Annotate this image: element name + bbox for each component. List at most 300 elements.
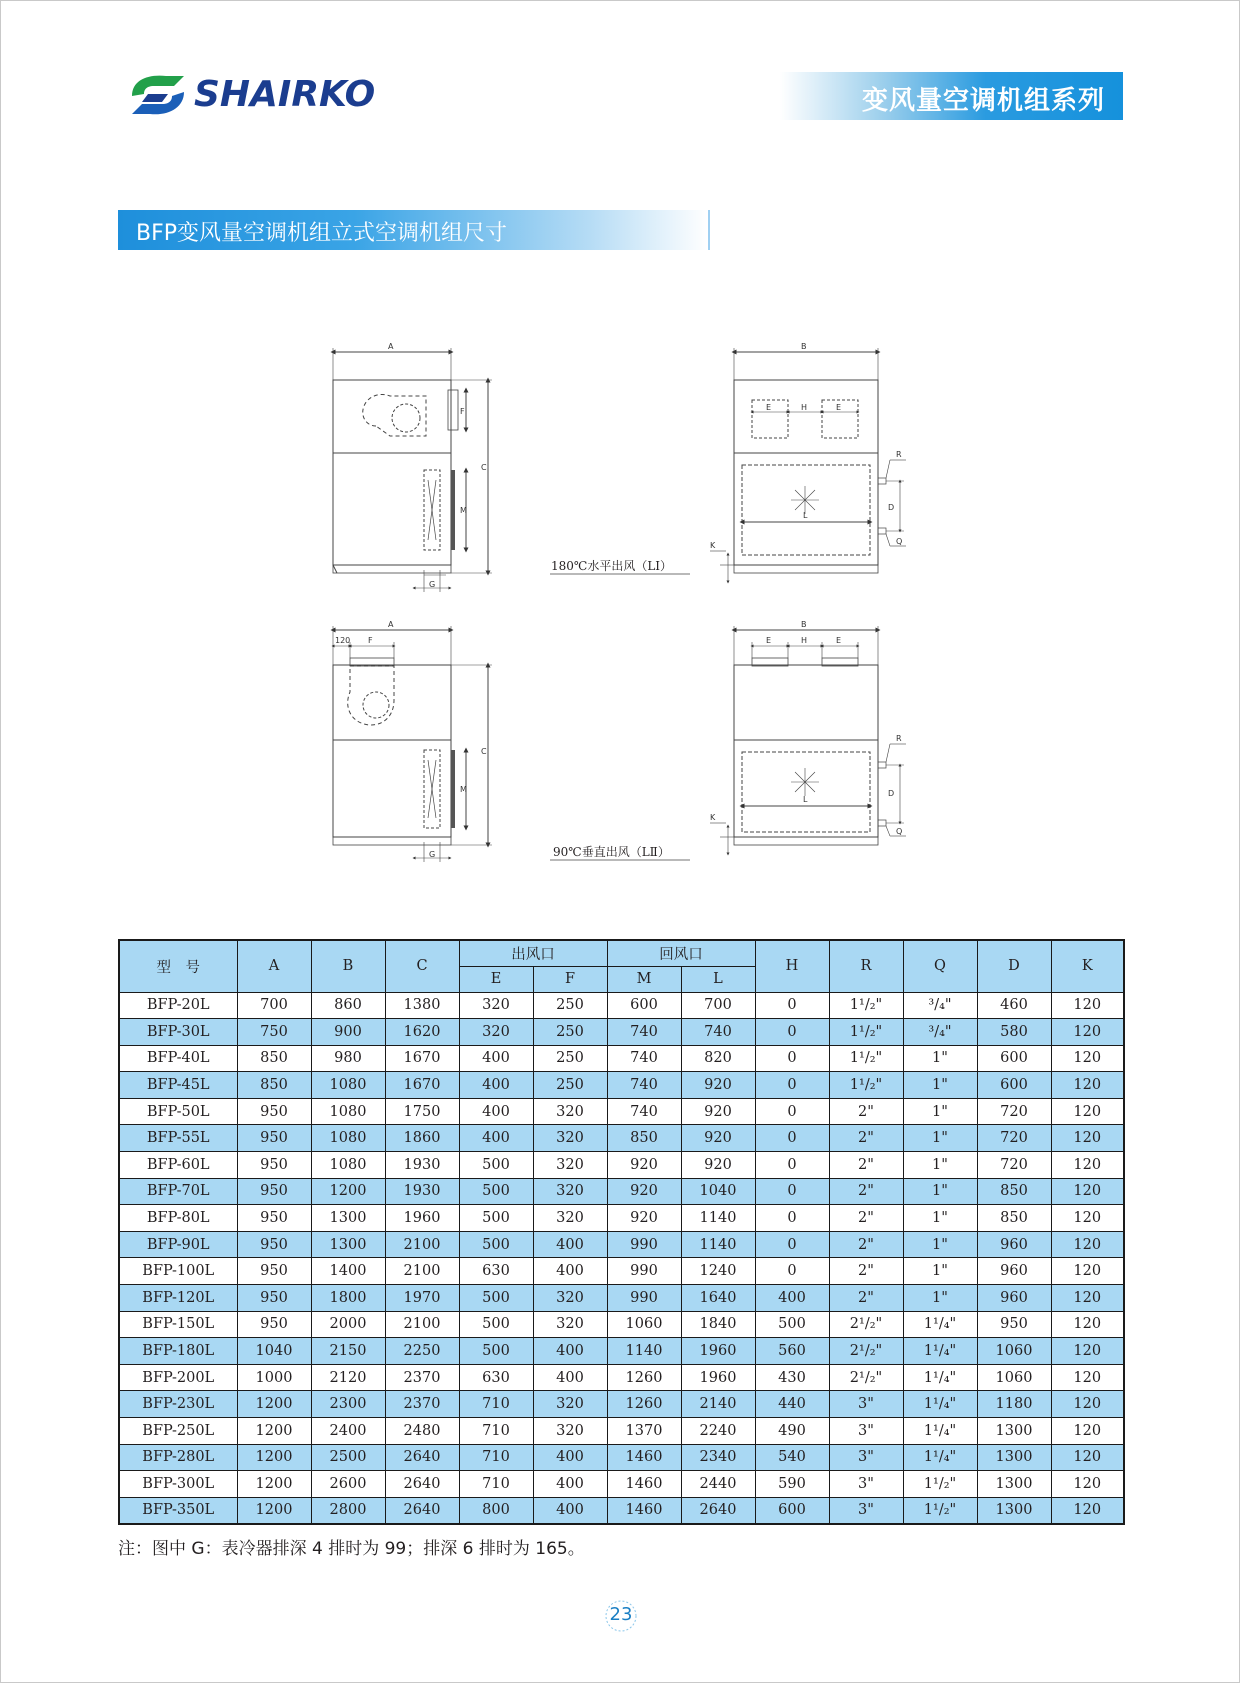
label-h: H	[801, 403, 808, 412]
header-a: A	[237, 940, 311, 992]
page-number-badge	[601, 1598, 641, 1634]
table-cell: 500	[755, 1311, 829, 1338]
table-cell: 1¹/₂"	[829, 1019, 903, 1046]
label-c-2: C	[481, 747, 487, 756]
table-cell: 820	[681, 1045, 755, 1072]
table-cell: 1080	[311, 1152, 385, 1179]
table-row	[119, 1231, 1124, 1258]
label-l-2: L	[803, 795, 808, 804]
table-cell: 920	[681, 1072, 755, 1099]
table-cell: 1"	[903, 1258, 977, 1285]
table-cell: 1200	[237, 1418, 311, 1445]
table-cell: 1460	[607, 1444, 681, 1471]
table-cell: 740	[607, 1098, 681, 1125]
table-cell: 630	[459, 1364, 533, 1391]
table-cell: 1180	[977, 1391, 1051, 1418]
table-cell: 500	[459, 1285, 533, 1312]
table-cell: 1"	[903, 1205, 977, 1232]
table-cell: 950	[237, 1098, 311, 1125]
side-view-horizontal	[333, 348, 492, 592]
table-cell: 120	[1051, 1098, 1124, 1125]
table-cell: 850	[977, 1178, 1051, 1205]
label-f-2: F	[368, 636, 373, 645]
table-cell: 400	[533, 1364, 607, 1391]
model-cell: BFP-120L	[119, 1285, 237, 1312]
table-cell: 400	[459, 1072, 533, 1099]
label-c: C	[481, 463, 487, 472]
table-cell: 1040	[237, 1338, 311, 1365]
table-cell: 2"	[829, 1178, 903, 1205]
table-cell: 600	[607, 992, 681, 1019]
table-cell: 900	[311, 1019, 385, 1046]
table-row	[119, 1418, 1124, 1445]
table-cell: 120	[1051, 1019, 1124, 1046]
table-cell: 0	[755, 1045, 829, 1072]
table-cell: 460	[977, 992, 1051, 1019]
table-cell: 1400	[311, 1258, 385, 1285]
model-cell: BFP-45L	[119, 1072, 237, 1099]
label-f: F	[460, 407, 465, 416]
table-cell: 0	[755, 1098, 829, 1125]
table-row	[119, 1285, 1124, 1312]
table-cell: 1960	[681, 1338, 755, 1365]
table-cell: 720	[977, 1152, 1051, 1179]
table-cell: 120	[1051, 1178, 1124, 1205]
table-cell: 400	[533, 1338, 607, 1365]
caption-horizontal: 180℃水平出风（LⅠ）	[551, 559, 673, 573]
section-title-bar	[118, 210, 708, 250]
label-k: K	[710, 541, 716, 550]
table-cell: 950	[237, 1258, 311, 1285]
table-cell: 2240	[681, 1418, 755, 1445]
label-r-2: R	[896, 734, 902, 743]
table-cell: 1970	[385, 1285, 459, 1312]
table-cell: 1¹/₂"	[903, 1497, 977, 1524]
table-row	[119, 1258, 1124, 1285]
table-cell: 320	[533, 1391, 607, 1418]
label-b-2: B	[801, 620, 807, 629]
table-cell: 590	[755, 1471, 829, 1498]
table-cell: 710	[459, 1444, 533, 1471]
table-cell: 1460	[607, 1497, 681, 1524]
table-cell: 1"	[903, 1152, 977, 1179]
table-cell: 400	[533, 1231, 607, 1258]
table-cell: 0	[755, 1019, 829, 1046]
table-cell: 120	[1051, 1364, 1124, 1391]
table-cell: 920	[681, 1098, 755, 1125]
table-cell: 2¹/₂"	[829, 1311, 903, 1338]
table-cell: 600	[977, 1045, 1051, 1072]
table-cell: 800	[459, 1497, 533, 1524]
table-cell: 320	[459, 992, 533, 1019]
table-cell: 120	[1051, 1152, 1124, 1179]
table-cell: 950	[237, 1205, 311, 1232]
table-cell: 1080	[311, 1098, 385, 1125]
header-f: F	[533, 966, 607, 992]
table-cell: 1"	[903, 1178, 977, 1205]
table-cell: 320	[533, 1152, 607, 1179]
table-cell: 0	[755, 1072, 829, 1099]
front-view-horizontal	[710, 348, 906, 582]
label-q-2: Q	[896, 827, 903, 836]
table-cell: 120	[1051, 992, 1124, 1019]
table-cell: 2370	[385, 1364, 459, 1391]
table-cell: 950	[237, 1178, 311, 1205]
table-cell: 1080	[311, 1072, 385, 1099]
table-cell: 0	[755, 1125, 829, 1152]
page-number: 23	[609, 1604, 633, 1625]
table-cell: 2640	[385, 1444, 459, 1471]
label-g-2: G	[429, 850, 436, 859]
table-cell: 600	[755, 1497, 829, 1524]
table-cell: 720	[977, 1098, 1051, 1125]
table-cell: 950	[237, 1152, 311, 1179]
table-cell: 2640	[385, 1497, 459, 1524]
footnote: 注：图中 G：表冷器排深 4 排时为 99；排深 6 排时为 165。	[118, 1539, 585, 1559]
model-cell: BFP-280L	[119, 1444, 237, 1471]
table-cell: 1200	[237, 1391, 311, 1418]
table-cell: 2150	[311, 1338, 385, 1365]
table-cell: 120	[1051, 1231, 1124, 1258]
table-row	[119, 1045, 1124, 1072]
model-cell: BFP-50L	[119, 1098, 237, 1125]
table-cell: 2140	[681, 1391, 755, 1418]
table-cell: 0	[755, 1178, 829, 1205]
table-cell: 400	[533, 1497, 607, 1524]
table-cell: 1¹/₂"	[829, 1072, 903, 1099]
side-view-vertical	[333, 626, 492, 862]
table-cell: 740	[607, 1045, 681, 1072]
table-cell: 1640	[681, 1285, 755, 1312]
table-cell: 400	[459, 1045, 533, 1072]
brand-logo	[128, 70, 388, 120]
table-cell: 740	[607, 1019, 681, 1046]
table-cell: 1800	[311, 1285, 385, 1312]
table-cell: 2480	[385, 1418, 459, 1445]
label-d: D	[888, 503, 895, 512]
table-cell: 1¹/₄"	[903, 1338, 977, 1365]
table-row	[119, 1391, 1124, 1418]
table-cell: 2120	[311, 1364, 385, 1391]
table-cell: 2640	[385, 1471, 459, 1498]
table-row	[119, 1471, 1124, 1498]
header-l: L	[681, 966, 755, 992]
table-cell: 2"	[829, 1231, 903, 1258]
table-cell: 320	[459, 1019, 533, 1046]
table-cell: 1140	[681, 1205, 755, 1232]
table-cell: 400	[459, 1125, 533, 1152]
table-cell: 1"	[903, 1125, 977, 1152]
label-b: B	[801, 342, 807, 351]
label-r: R	[896, 450, 902, 459]
table-cell: 1860	[385, 1125, 459, 1152]
label-h-2: H	[801, 636, 808, 645]
table-cell: 1060	[607, 1311, 681, 1338]
table-cell: 1"	[903, 1231, 977, 1258]
table-cell: 1140	[681, 1231, 755, 1258]
table-cell: 700	[237, 992, 311, 1019]
table-cell: 850	[977, 1205, 1051, 1232]
table-cell: 600	[977, 1072, 1051, 1099]
table-cell: 1¹/₄"	[903, 1311, 977, 1338]
table-cell: 400	[533, 1471, 607, 1498]
table-cell: 1200	[237, 1444, 311, 1471]
series-title: 变风量空调机组系列	[861, 86, 1105, 116]
table-cell: 120	[1051, 1285, 1124, 1312]
table-row	[119, 992, 1124, 1019]
table-cell: 1200	[237, 1471, 311, 1498]
table-cell: 1"	[903, 1285, 977, 1312]
table-cell: 960	[977, 1231, 1051, 1258]
label-m: M	[460, 506, 467, 515]
table-cell: 2¹/₂"	[829, 1338, 903, 1365]
table-row	[119, 1152, 1124, 1179]
caption-vertical: 90℃垂直出风（LⅡ）	[553, 845, 670, 859]
table-cell: 950	[977, 1311, 1051, 1338]
table-cell: 1960	[681, 1364, 755, 1391]
label-a-2: A	[388, 620, 394, 629]
table-row	[119, 1125, 1124, 1152]
table-cell: 850	[607, 1125, 681, 1152]
table-cell: 1240	[681, 1258, 755, 1285]
table-cell: 2340	[681, 1444, 755, 1471]
table-cell: 0	[755, 992, 829, 1019]
model-cell: BFP-80L	[119, 1205, 237, 1232]
table-cell: 2"	[829, 1098, 903, 1125]
table-cell: 500	[459, 1178, 533, 1205]
table-cell: 1¹/₄"	[903, 1444, 977, 1471]
table-cell: 860	[311, 992, 385, 1019]
table-cell: 120	[1051, 1125, 1124, 1152]
table-cell: 1300	[311, 1205, 385, 1232]
table-cell: 990	[607, 1285, 681, 1312]
table-cell: 980	[311, 1045, 385, 1072]
brand-name: SHAIRKO	[194, 74, 376, 115]
table-cell: 580	[977, 1019, 1051, 1046]
table-cell: 2000	[311, 1311, 385, 1338]
header-h: H	[755, 940, 829, 992]
model-cell: BFP-90L	[119, 1231, 237, 1258]
table-cell: 320	[533, 1285, 607, 1312]
table-cell: 1620	[385, 1019, 459, 1046]
table-cell: 120	[1051, 1072, 1124, 1099]
table-cell: 2250	[385, 1338, 459, 1365]
table-cell: 500	[459, 1231, 533, 1258]
table-cell: 1¹/₄"	[903, 1391, 977, 1418]
header-k: K	[1051, 940, 1124, 992]
table-cell: 3"	[829, 1497, 903, 1524]
table-cell: 3"	[829, 1471, 903, 1498]
table-cell: 1060	[977, 1338, 1051, 1365]
table-cell: 320	[533, 1311, 607, 1338]
header-m: M	[607, 966, 681, 992]
table-row	[119, 1364, 1124, 1391]
table-cell: 1"	[903, 1072, 977, 1099]
label-e: E	[766, 403, 772, 412]
table-cell: 500	[459, 1205, 533, 1232]
table-cell: 2100	[385, 1231, 459, 1258]
table-row	[119, 1072, 1124, 1099]
section-title: BFP变风量空调机组立式空调机组尺寸	[136, 221, 508, 246]
table-cell: 710	[459, 1471, 533, 1498]
table-cell: 120	[1051, 1338, 1124, 1365]
series-banner	[780, 72, 1123, 120]
label-k-2: K	[710, 813, 716, 822]
label-e-4: E	[836, 636, 842, 645]
table-cell: 400	[755, 1285, 829, 1312]
table-cell: 0	[755, 1205, 829, 1232]
table-cell: 2440	[681, 1471, 755, 1498]
model-cell: BFP-150L	[119, 1311, 237, 1338]
header-outlet: 出风口	[459, 940, 607, 966]
table-row	[119, 1497, 1124, 1524]
label-l: L	[803, 511, 808, 520]
label-d-2: D	[888, 789, 895, 798]
table-cell: 1060	[977, 1364, 1051, 1391]
model-cell: BFP-60L	[119, 1152, 237, 1179]
table-cell: 500	[459, 1152, 533, 1179]
table-cell: 850	[237, 1072, 311, 1099]
table-cell: 2100	[385, 1311, 459, 1338]
table-row	[119, 1205, 1124, 1232]
table-cell: 500	[459, 1311, 533, 1338]
table-cell: 120	[1051, 1205, 1124, 1232]
table-cell: 1260	[607, 1391, 681, 1418]
table-cell: 1¹/₄"	[903, 1418, 977, 1445]
table-cell: 120	[1051, 1391, 1124, 1418]
label-e-3: E	[766, 636, 772, 645]
table-cell: 400	[459, 1098, 533, 1125]
table-cell: 1080	[311, 1125, 385, 1152]
table-cell: 2640	[681, 1497, 755, 1524]
model-cell: BFP-230L	[119, 1391, 237, 1418]
table-cell: 950	[237, 1125, 311, 1152]
table-cell: 710	[459, 1391, 533, 1418]
table-cell: 950	[237, 1311, 311, 1338]
model-cell: BFP-350L	[119, 1497, 237, 1524]
table-cell: 720	[977, 1125, 1051, 1152]
table-cell: 1750	[385, 1098, 459, 1125]
table-cell: 1930	[385, 1152, 459, 1179]
table-cell: 1380	[385, 992, 459, 1019]
table-row	[119, 1178, 1124, 1205]
header-c: C	[385, 940, 459, 992]
table-cell: 250	[533, 992, 607, 1019]
front-view-vertical	[710, 626, 906, 854]
model-cell: BFP-300L	[119, 1471, 237, 1498]
table-row	[119, 1311, 1124, 1338]
table-cell: 2"	[829, 1125, 903, 1152]
table-cell: 120	[1051, 1045, 1124, 1072]
spec-table	[118, 939, 1125, 1525]
table-cell: 560	[755, 1338, 829, 1365]
table-cell: 2600	[311, 1471, 385, 1498]
table-cell: 1¹/₂"	[829, 1045, 903, 1072]
dimension-drawings	[0, 330, 1240, 870]
table-cell: 1040	[681, 1178, 755, 1205]
table-cell: 1670	[385, 1072, 459, 1099]
table-cell: 630	[459, 1258, 533, 1285]
model-cell: BFP-70L	[119, 1178, 237, 1205]
table-cell: 2300	[311, 1391, 385, 1418]
table-cell: 1960	[385, 1205, 459, 1232]
label-m-2: M	[460, 785, 467, 794]
table-cell: 490	[755, 1418, 829, 1445]
table-cell: 440	[755, 1391, 829, 1418]
table-cell: 850	[237, 1045, 311, 1072]
table-cell: 710	[459, 1418, 533, 1445]
table-cell: 920	[681, 1152, 755, 1179]
header-return: 回风口	[607, 940, 755, 966]
table-cell: 430	[755, 1364, 829, 1391]
table-cell: 2800	[311, 1497, 385, 1524]
table-cell: 960	[977, 1258, 1051, 1285]
table-cell: 1300	[977, 1444, 1051, 1471]
table-cell: 920	[607, 1152, 681, 1179]
model-cell: BFP-55L	[119, 1125, 237, 1152]
table-cell: 740	[681, 1019, 755, 1046]
section-divider	[708, 210, 710, 250]
table-cell: 1000	[237, 1364, 311, 1391]
table-cell: 990	[607, 1231, 681, 1258]
table-cell: 0	[755, 1231, 829, 1258]
table-cell: ³/₄"	[903, 992, 977, 1019]
table-cell: 1260	[607, 1364, 681, 1391]
table-cell: 700	[681, 992, 755, 1019]
table-cell: 950	[237, 1231, 311, 1258]
label-120: 120	[335, 636, 351, 645]
table-cell: 1300	[977, 1418, 1051, 1445]
header-e: E	[459, 966, 533, 992]
table-row	[119, 1338, 1124, 1365]
table-cell: 120	[1051, 1471, 1124, 1498]
label-a: A	[388, 342, 394, 351]
table-cell: 2¹/₂"	[829, 1364, 903, 1391]
table-row	[119, 1019, 1124, 1046]
table-cell: 540	[755, 1444, 829, 1471]
table-cell: 3"	[829, 1391, 903, 1418]
table-cell: 2"	[829, 1205, 903, 1232]
brand-logo-icon	[128, 70, 188, 120]
table-cell: 1200	[311, 1178, 385, 1205]
table-cell: 120	[1051, 1444, 1124, 1471]
table-cell: 120	[1051, 1311, 1124, 1338]
header-r: R	[829, 940, 903, 992]
table-cell: 320	[533, 1418, 607, 1445]
table-cell: 120	[1051, 1258, 1124, 1285]
dimension-drawings-svg	[0, 330, 1240, 870]
table-cell: 320	[533, 1178, 607, 1205]
table-cell: 740	[607, 1072, 681, 1099]
header-d: D	[977, 940, 1051, 992]
table-cell: 1300	[977, 1471, 1051, 1498]
table-cell: 250	[533, 1045, 607, 1072]
table-cell: 1140	[607, 1338, 681, 1365]
table-cell: ³/₄"	[903, 1019, 977, 1046]
table-cell: 3"	[829, 1418, 903, 1445]
table-cell: 120	[1051, 1497, 1124, 1524]
table-cell: 950	[237, 1285, 311, 1312]
table-cell: 2400	[311, 1418, 385, 1445]
model-cell: BFP-100L	[119, 1258, 237, 1285]
table-cell: 1370	[607, 1418, 681, 1445]
table-cell: 1930	[385, 1178, 459, 1205]
table-cell: 2500	[311, 1444, 385, 1471]
table-cell: 1300	[977, 1497, 1051, 1524]
table-cell: 120	[1051, 1418, 1124, 1445]
header-model: 型 号	[119, 940, 237, 992]
table-cell: 750	[237, 1019, 311, 1046]
